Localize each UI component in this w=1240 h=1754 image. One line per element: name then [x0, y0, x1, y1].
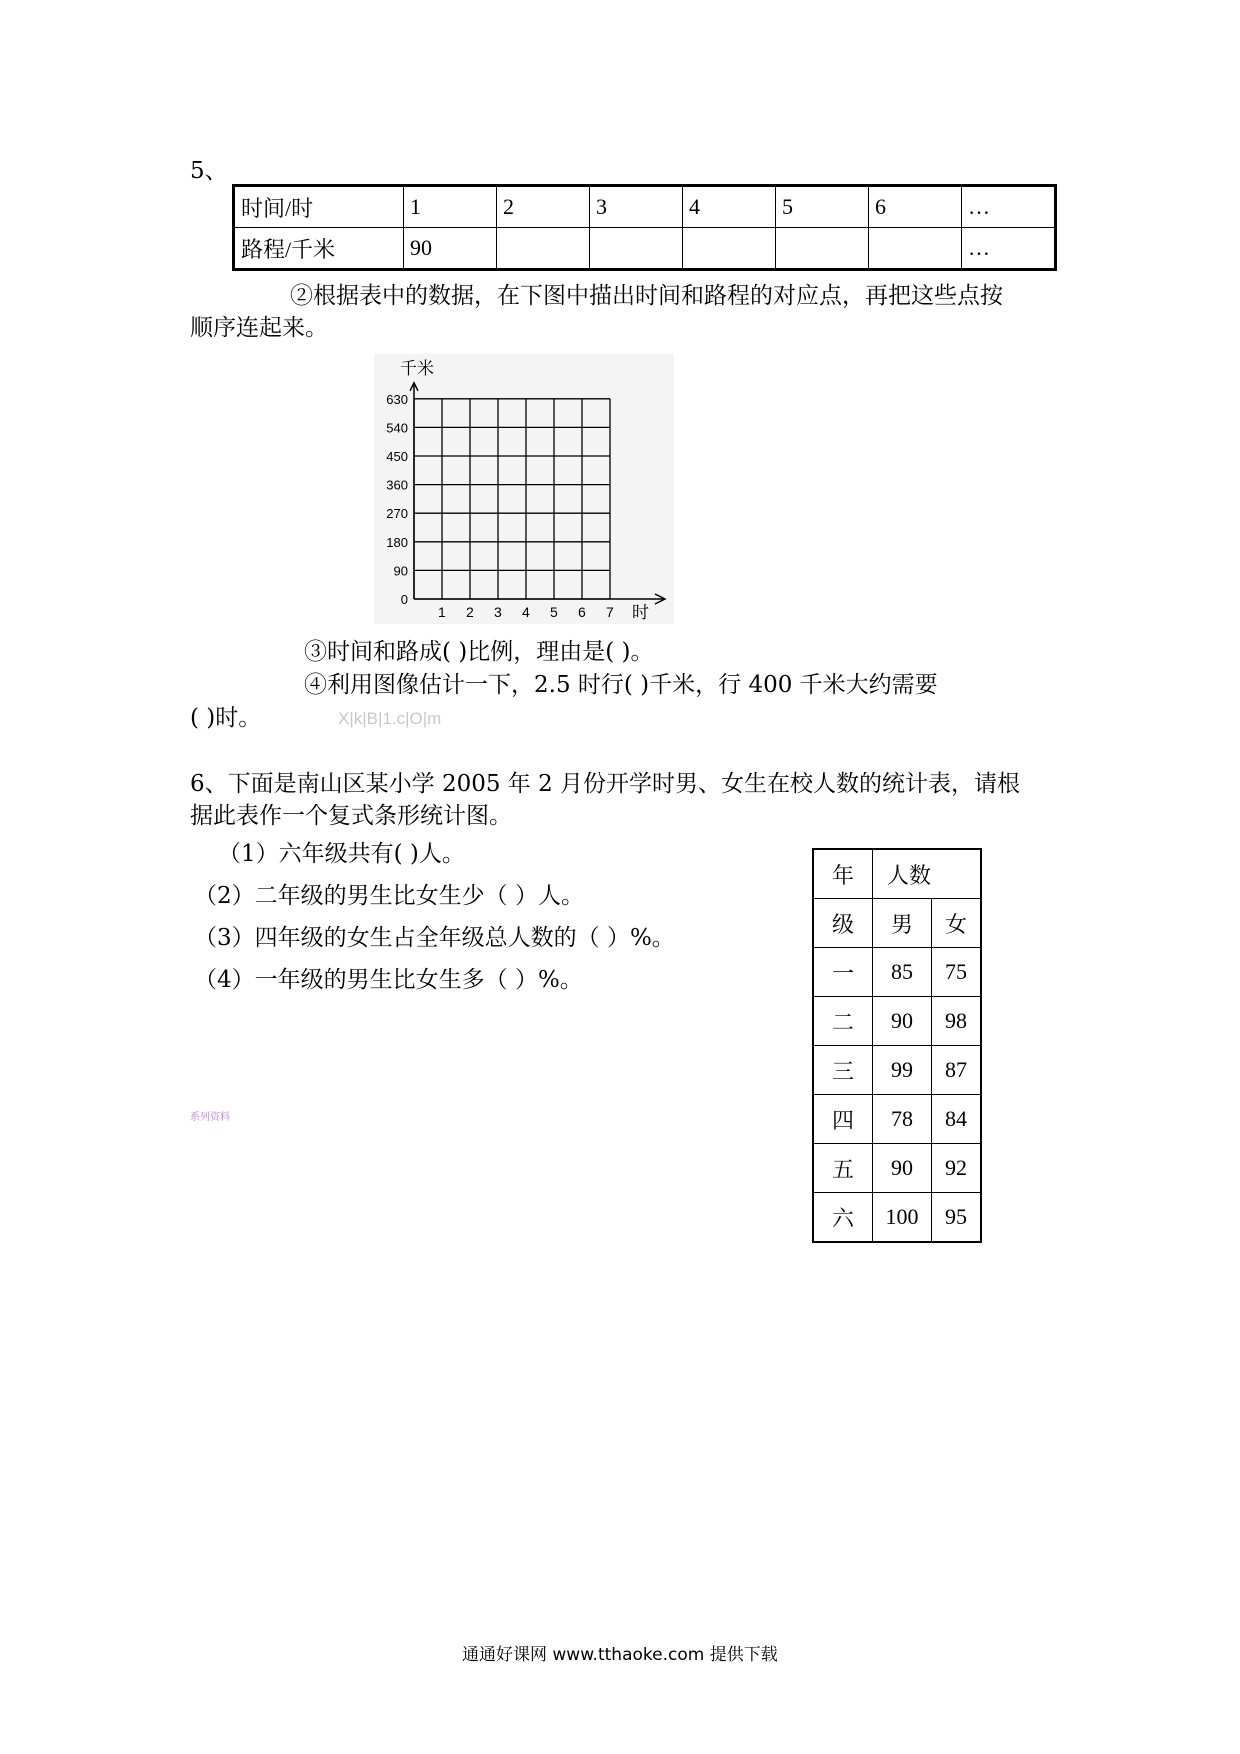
table-cell: 级: [813, 899, 873, 948]
distance-time-chart: [374, 354, 674, 624]
table-cell: 五: [813, 1144, 873, 1193]
q6-sub3: （3）四年级的女生占全年级总人数的（ ）%。: [194, 925, 675, 951]
q5-item2-line2: 顺序连起来。: [190, 315, 328, 341]
table-cell: 三: [813, 1046, 873, 1095]
table-cell: 98: [932, 997, 982, 1046]
table-cell: 一: [813, 948, 873, 997]
table-cell: 女: [932, 899, 982, 948]
q6-line1: 6、下面是南山区某小学 2005 年 2 月份开学时男、女生在校人数的统计表，请根: [190, 771, 1021, 797]
y-tick-label: 270: [386, 506, 408, 522]
table-cell: 100: [873, 1193, 932, 1243]
x-tick-label: 6: [578, 604, 586, 620]
table-cell: 4: [683, 186, 776, 228]
table-row: [813, 899, 981, 948]
table-cell[interactable]: [497, 228, 590, 270]
table-cell: 92: [932, 1144, 982, 1193]
table-cell: 5: [776, 186, 869, 228]
table-cell: 87: [932, 1046, 982, 1095]
q5-item4-line2: ( )时。: [190, 705, 262, 731]
table-cell: …: [962, 228, 1056, 270]
table-row: [234, 228, 1056, 270]
x-tick-label: 3: [494, 604, 502, 620]
chart-background: [374, 354, 674, 624]
table-cell: 3: [590, 186, 683, 228]
table-cell: 90: [873, 1144, 932, 1193]
q5-number: 5、: [190, 158, 228, 184]
table-row: [813, 849, 981, 899]
q5-item4-line1: ④利用图像估计一下，2.5 时行( )千米，行 400 千米大约需要: [304, 672, 938, 698]
time-distance-table: [232, 184, 1057, 271]
table-cell: 78: [873, 1095, 932, 1144]
table-row: [813, 1046, 981, 1095]
table-cell[interactable]: [683, 228, 776, 270]
x-tick-label: 4: [522, 604, 530, 620]
y-tick-label: 0: [400, 592, 408, 607]
y-tick-label: 90: [393, 563, 408, 579]
table-cell[interactable]: [869, 228, 962, 270]
table-row: [813, 1144, 981, 1193]
y-tick-label: 630: [386, 391, 408, 407]
table-cell: 路程/千米: [234, 228, 404, 270]
q6-sub4: （4）一年级的男生比女生多（ ）%。: [194, 967, 583, 993]
table-cell: 95: [932, 1193, 982, 1243]
table-cell: 99: [873, 1046, 932, 1095]
table-cell: 2: [497, 186, 590, 228]
y-tick-label: 450: [386, 449, 408, 464]
table-row: [813, 1095, 981, 1144]
table-row: [813, 1193, 981, 1243]
small-note: 系列资料: [190, 1112, 230, 1123]
x-tick-label: 1: [438, 604, 446, 620]
table-cell[interactable]: [776, 228, 869, 270]
q6-sub2: （2）二年级的男生比女生少（ ）人。: [194, 883, 584, 909]
table-cell: 男: [873, 899, 932, 948]
q5-item3: ③时间和路成( )比例，理由是( )。: [304, 639, 654, 665]
y-axis-label: 千米: [400, 359, 434, 378]
table-row: [813, 948, 981, 997]
table-cell: 85: [873, 948, 932, 997]
table-cell: 6: [869, 186, 962, 228]
table-cell: 90: [404, 228, 497, 270]
y-tick-label: 180: [386, 534, 408, 550]
table-cell: 时间/时: [234, 186, 404, 228]
page-footer: 通通好课网 www.tthaoke.com 提供下载: [462, 1645, 778, 1665]
table-cell: 75: [932, 948, 982, 997]
table-cell: 1: [404, 186, 497, 228]
watermark-text: X|k|B|1.c|O|m: [338, 709, 442, 728]
table-cell: 年: [813, 849, 873, 899]
y-tick-label: 360: [386, 477, 408, 493]
table-cell[interactable]: [590, 228, 683, 270]
table-cell: 84: [932, 1095, 982, 1144]
x-tick-label: 5: [550, 604, 558, 620]
table-cell: 人数: [873, 849, 982, 899]
q5-item2-line1: ②根据表中的数据，在下图中描出时间和路程的对应点，再把这些点按: [290, 283, 1003, 309]
table-cell: 四: [813, 1095, 873, 1144]
table-row: [234, 186, 1056, 228]
q6-sub1: （1）六年级共有( )人。: [218, 841, 465, 867]
x-axis-label: 时: [632, 603, 649, 622]
student-count-table: [812, 848, 982, 1243]
table-cell: 二: [813, 997, 873, 1046]
q6-line2: 据此表作一个复式条形统计图。: [190, 803, 512, 829]
table-row: [813, 997, 981, 1046]
table-cell: 六: [813, 1193, 873, 1243]
x-tick-label: 7: [606, 604, 614, 620]
x-tick-label: 2: [466, 604, 474, 620]
y-tick-label: 540: [386, 420, 408, 436]
table-cell: 90: [873, 997, 932, 1046]
table-cell: …: [962, 186, 1056, 228]
